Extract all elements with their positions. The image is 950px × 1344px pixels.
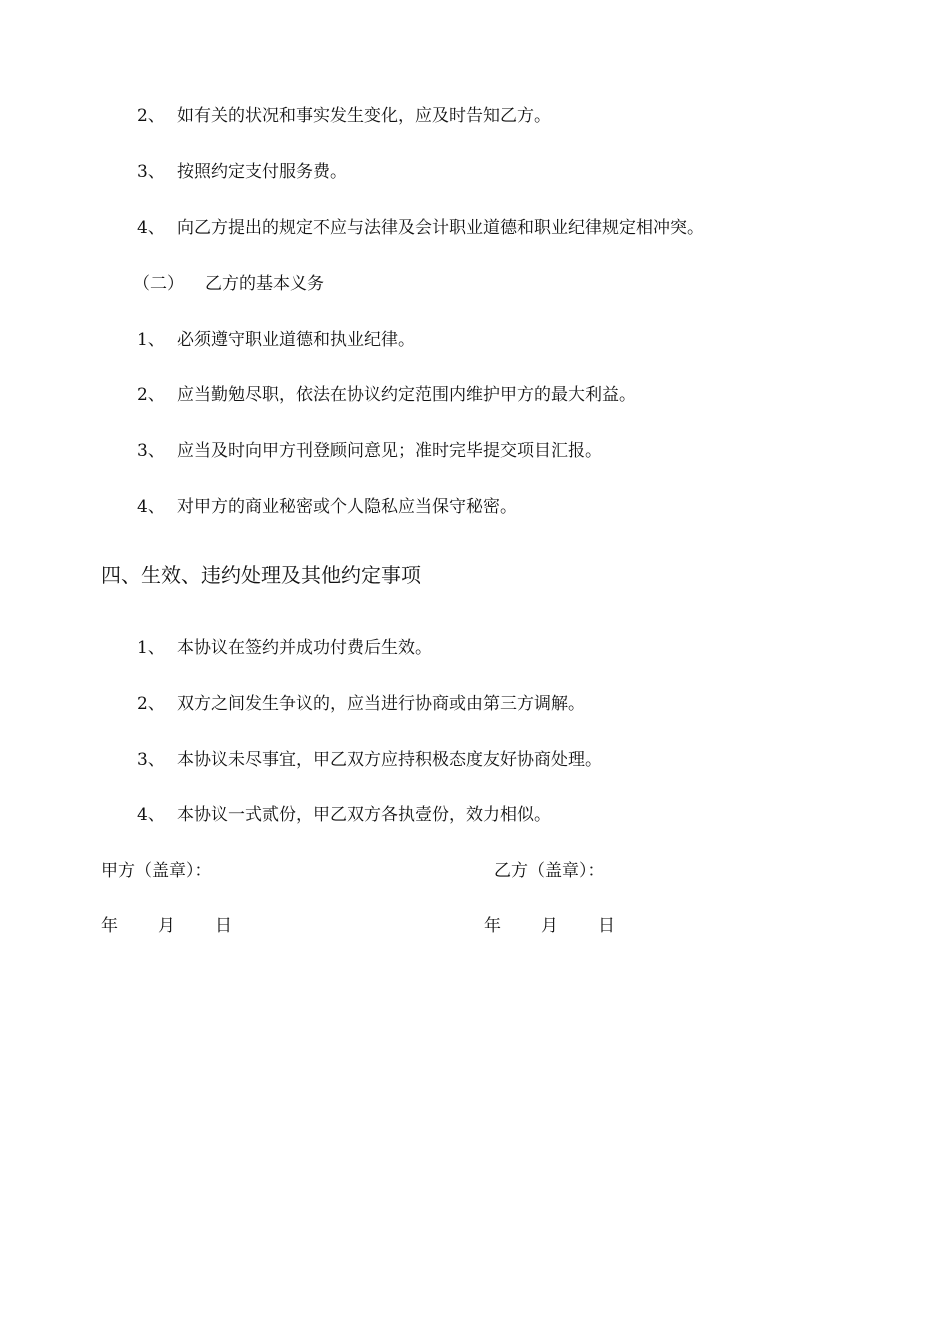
item-number: 3、: [137, 441, 165, 461]
item-text: 按照约定支付服务费。: [177, 162, 347, 182]
item-text: 本协议在签约并成功付费后生效。: [177, 638, 432, 658]
party-a-seal-label: 甲方（盖章）：: [101, 861, 212, 881]
item-text: 双方之间发生争议的，应当进行协商或由第三方调解。: [177, 694, 585, 714]
section-heading: 四、生效、违约处理及其他约定事项: [101, 563, 421, 587]
party-a-day-label: 日: [215, 916, 232, 936]
item-number: 2、: [137, 694, 165, 714]
item-number: 4、: [137, 805, 165, 825]
item-number: 2、: [137, 385, 165, 405]
party-a-year-label: 年: [101, 916, 118, 936]
item-text: 对甲方的商业秘密或个人隐私应当保守秘密。: [177, 497, 517, 517]
item-number: 1、: [137, 638, 165, 658]
item-number: 4、: [137, 218, 165, 238]
party-b-month-label: 月: [541, 916, 558, 936]
subsection-number: （二）: [133, 274, 184, 294]
item-number: 3、: [137, 750, 165, 770]
item-number: 4、: [137, 497, 165, 517]
party-b-seal-label: 乙方（盖章）：: [494, 861, 605, 881]
item-text: 本协议一式贰份，甲乙双方各执壹份，效力相似。: [177, 805, 551, 825]
item-text: 如有关的状况和事实发生变化，应及时告知乙方。: [177, 106, 551, 126]
item-text: 向乙方提出的规定不应与法律及会计职业道德和职业纪律规定相冲突。: [177, 218, 704, 238]
item-number: 2、: [137, 106, 165, 126]
party-b-day-label: 日: [598, 916, 615, 936]
party-a-month-label: 月: [158, 916, 175, 936]
item-number: 3、: [137, 162, 165, 182]
subsection-title: 乙方的基本义务: [205, 274, 324, 294]
item-text: 本协议未尽事宜，甲乙双方应持积极态度友好协商处理。: [177, 750, 602, 770]
item-text: 应当及时向甲方刊登顾问意见；准时完毕提交项目汇报。: [177, 441, 602, 461]
item-number: 1、: [137, 330, 165, 350]
party-b-year-label: 年: [484, 916, 501, 936]
item-text: 必须遵守职业道德和执业纪律。: [177, 330, 415, 350]
item-text: 应当勤勉尽职，依法在协议约定范围内维护甲方的最大利益。: [177, 385, 636, 405]
